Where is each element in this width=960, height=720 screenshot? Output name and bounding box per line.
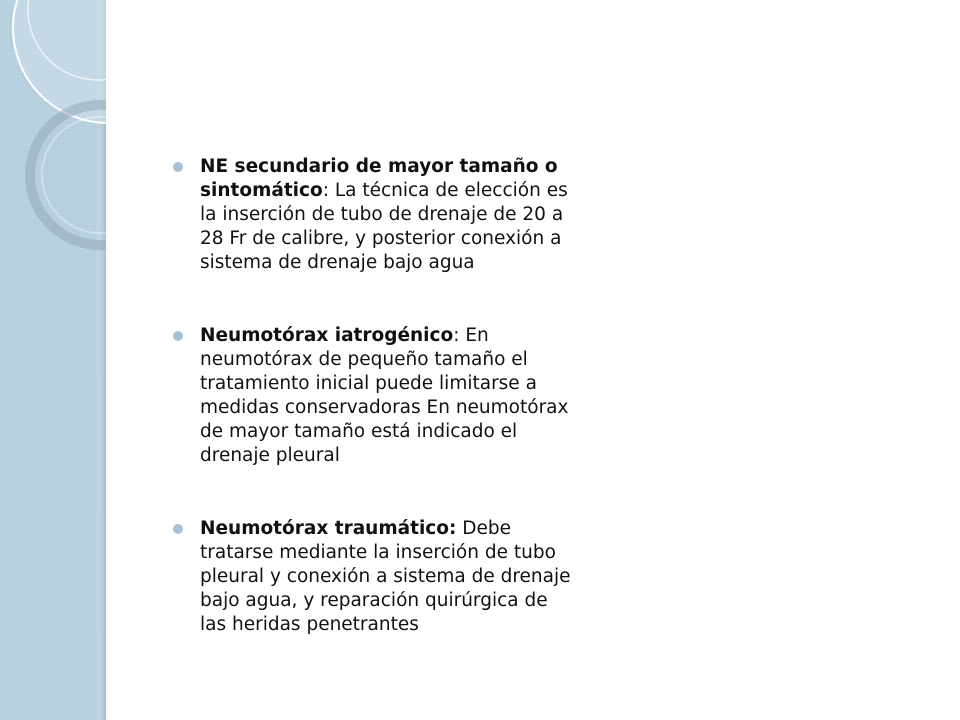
- decorative-side-panel: [0, 0, 106, 720]
- list-item: [172, 517, 572, 637]
- bullet-dot-icon: [173, 524, 183, 534]
- bullet-text: Debe tratarse mediante la inserción de tubo pleural y conexión a sistema de drenaje bajo agua, y reparación quirúrgica de las heridas penetrantes: [200, 518, 571, 635]
- bullet-heading: NE secundario de mayor tamaño o sintomático: [200, 156, 558, 201]
- bullet-dot-icon: [173, 162, 183, 172]
- bullet-heading: Neumotórax iatrogénico: [200, 325, 454, 346]
- bullet-dot-icon: [173, 331, 183, 341]
- side-panel-graphic: [0, 0, 106, 720]
- bullet-list: [172, 155, 572, 637]
- bullet-text: : La técnica de elección es la inserción de tubo de drenaje de 20 a 28 Fr de calibre, y posterior conexión a sistema de drenaje bajo agua: [200, 180, 568, 273]
- bullet-text: : En neumotórax de pequeño tamaño el tratamiento inicial puede limitarse a medidas conservadoras En neumotórax de mayor tamaño está indicado el drenaje pleural: [200, 325, 569, 466]
- bullet-heading: Neumotórax traumático:: [200, 518, 457, 539]
- list-item: [172, 324, 572, 468]
- list-item: [172, 155, 572, 275]
